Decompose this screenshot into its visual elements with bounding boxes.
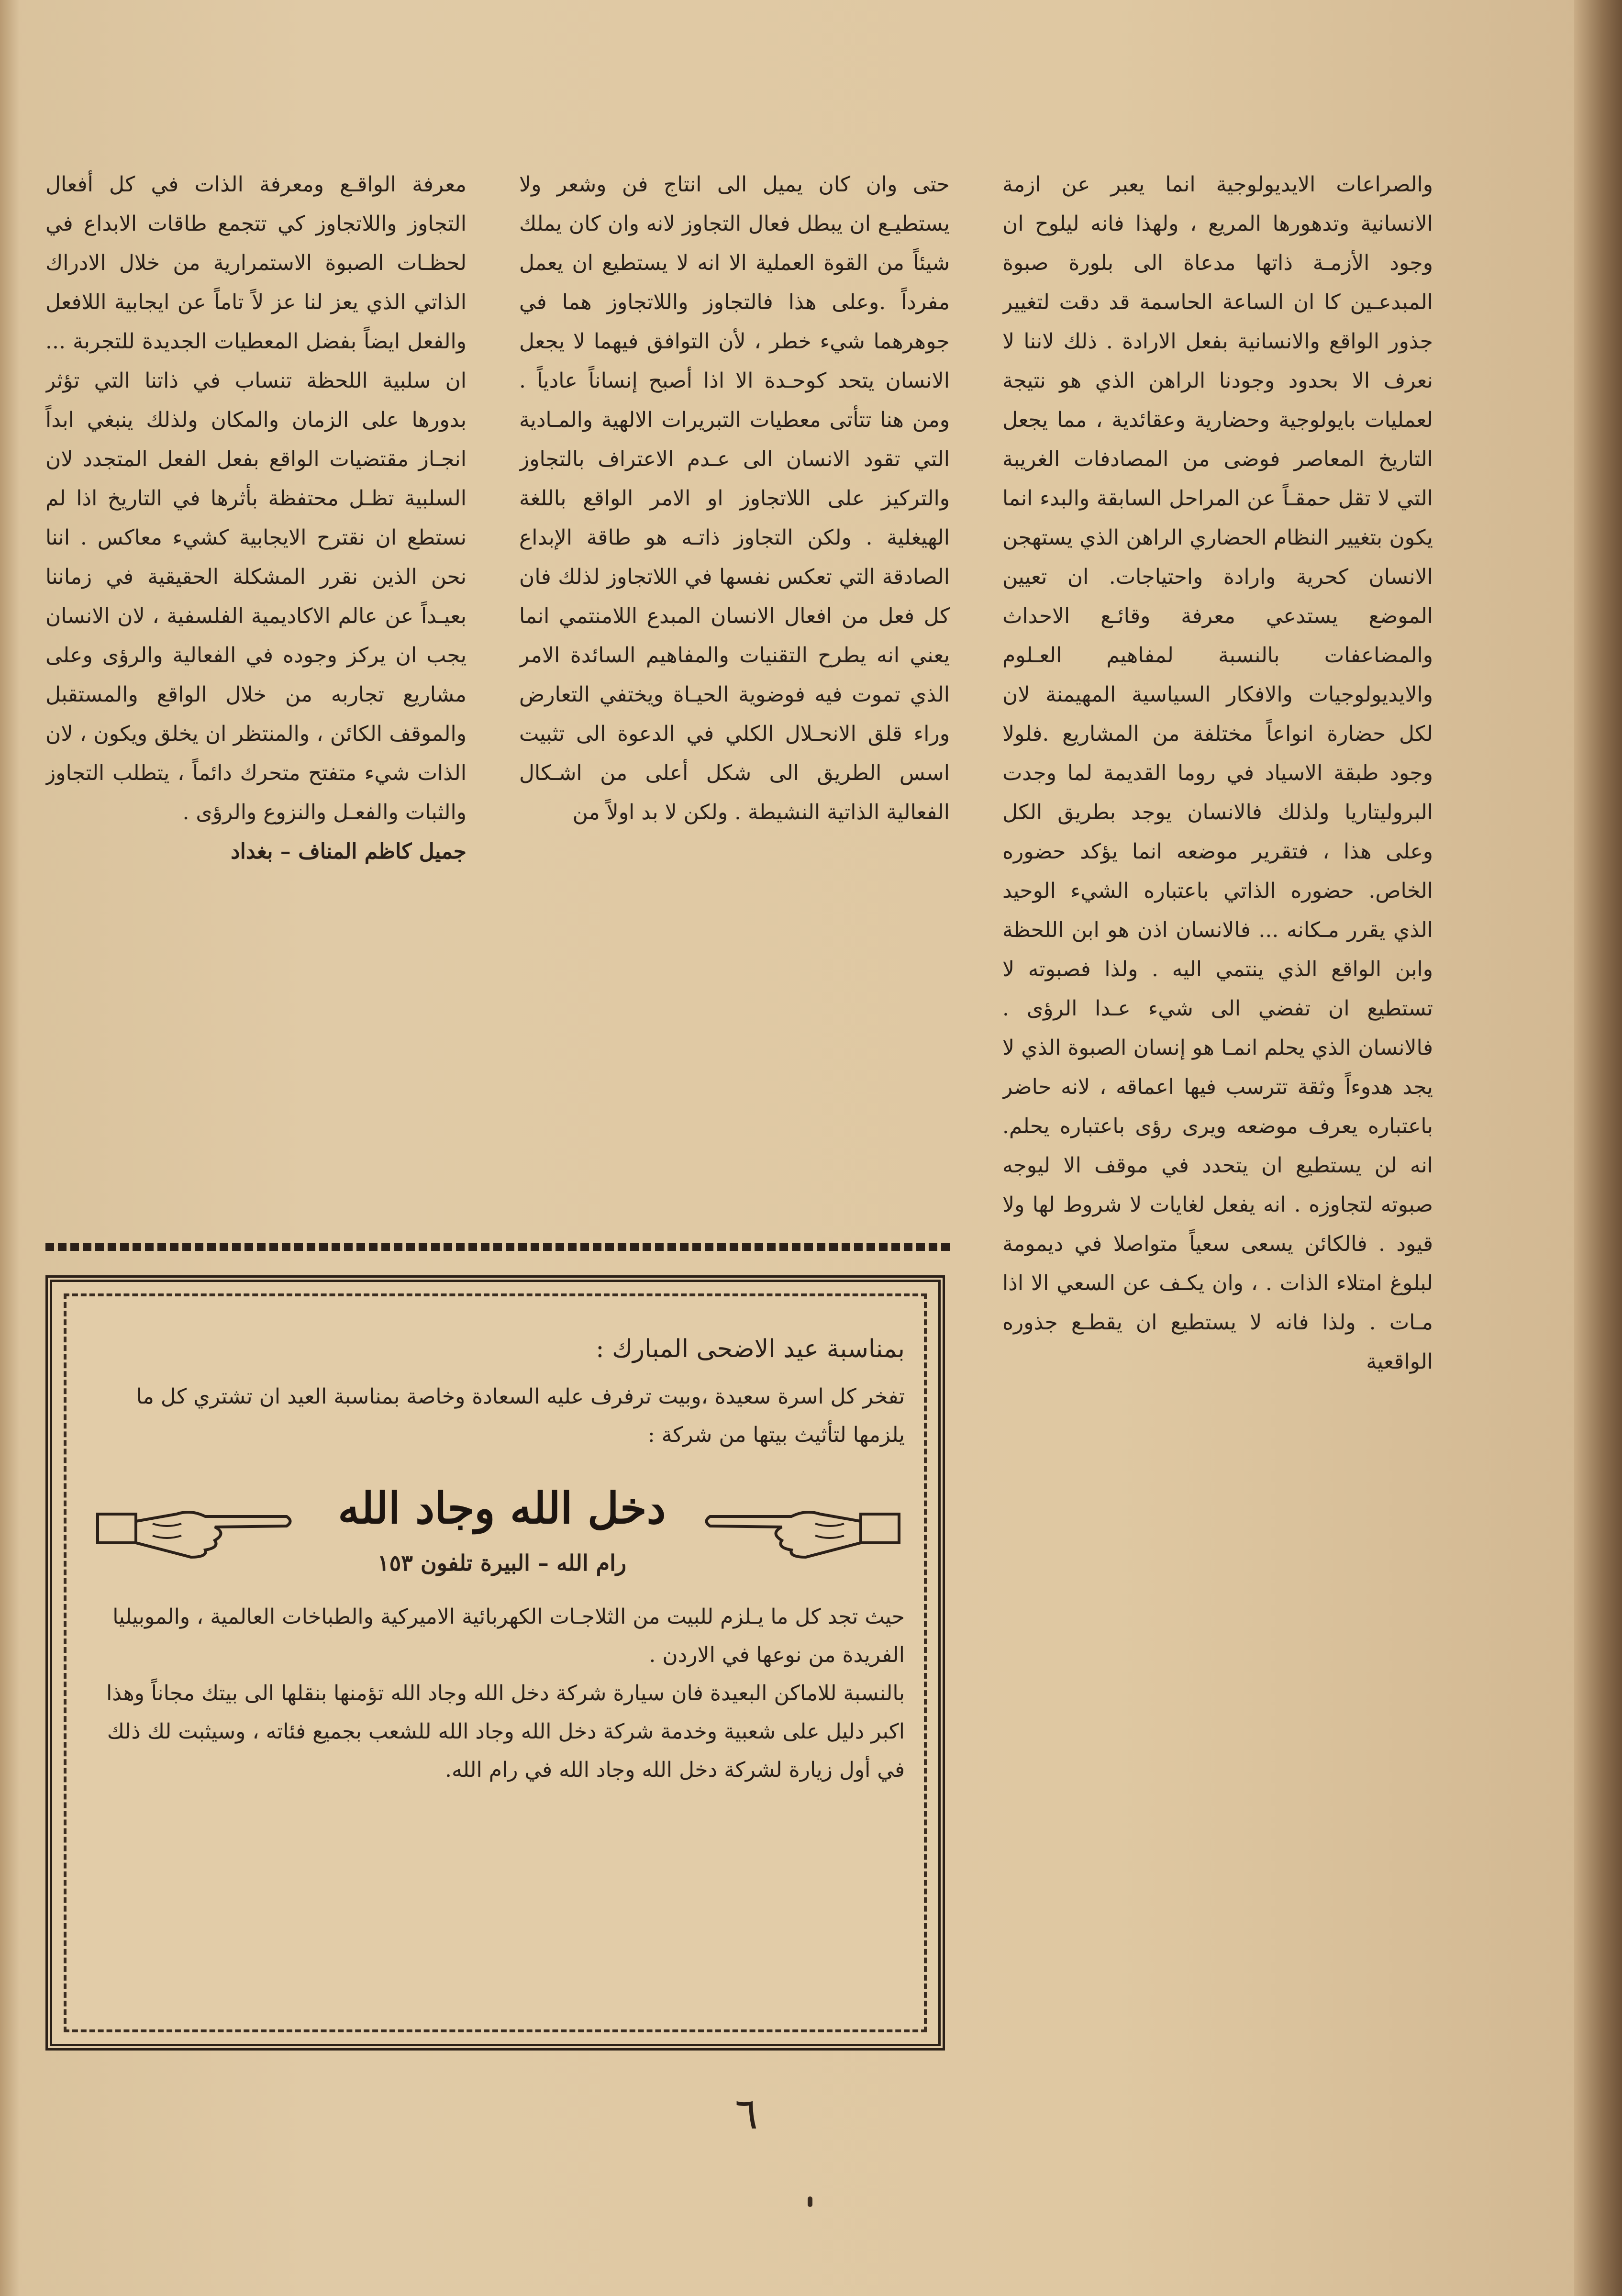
article-column-middle	[519, 165, 950, 1237]
paper-mark	[808, 2196, 812, 2207]
article-text-right: والصراعات الايديولوجية انما يعبر عن ازمة الانسانية وتدهورها المريع ، ولهذا فانه ليلوح ان وجود الأزمـة ذاتها مدعاة الى بلورة صبوة المبدعـين كا ان الساعة الحاسمة قد دقت لتغيير جذور الواقع والانسانية بفعل الارادة . ذلك لاننا لا نعرف الا بحدود وجودنا الراهن الذي هو نتيجة لعمليات بايولوجية وحضارية وعقائدية ، مما يجعل التاريخ المعاصر فوضى من المصادفات الغريبة التي لا تقل حمقـاً عن المراحل السابقة والبدء انما يكون بتغيير النظام الحضاري الراهن الذي يستهجن الانسان كحرية وارادة واحتياجات. ان تعيين الموضع يستدعي معرفة وقائـع الاحداث والمضاعفات بالنسبة لمفاهيم العـلوم والايديولوجيات والافكار السياسية المهيمنة لان لكل حضارة انواعاً مختلفة من المشاريع .فلولا وجود طبقة الاسياد في روما القديمة لما وجدت البروليتاريا ولذلك فالانسان يوجد بطريق الكل وعلى هذا ، فتقرير موضعه انما يؤكد حضوره الخاص. حضوره الذاتي باعتباره الشيء الوحيد الذي يقرر مـكانه ... فالانسان اذن هو ابن اللحظة وابن الواقع الذي ينتمي اليه . ولذا فصبوته لا تستطيع ان تفضي الى شيء عـدا الرؤى . فالانسان الذي يحلم انمـا هو إنسان الصبوة الذي لا يجد هدوءاً وثقة تترسب فيها اعماقه ، لانه حاضر باعتباره يعرف موضعه ويرى رؤى باعتباره يحلم. انه لن يستطيع ان يتحدد في موقف الا ليوجه صبوته لتجاوزه . انه يفعل لغايات لا شروط لها ولا قيود . فالكائن يسعى سعياً متواصلا في ديمومة لبلوغ امتلاء الذات . ، وان يكـف عن السعي الا اذا مـات . ولذا فانه لا يستطيع ان يقطـع جذوره الواقعية	[1002, 172, 1433, 1374]
page-right-edge	[1574, 0, 1622, 2296]
section-divider	[45, 1243, 950, 1251]
company-name: دخل الله وجاد الله	[338, 1483, 666, 1534]
article-column-right	[1002, 165, 1433, 2060]
advertisement-box	[45, 1275, 945, 2051]
pointing-hand-right-icon	[95, 1488, 296, 1569]
author-signature: جميل كاظم المناف – بغداد	[231, 839, 467, 864]
page-number: ٦	[734, 2089, 758, 2139]
pointing-hand-left-icon	[700, 1488, 901, 1569]
ad-intro: تفخر كل اسرة سعيدة ،وبيت ترفرف عليه السعادة وخاصة بمناسبة العيد ان تشتري كل ما يلزمها لتأثيث بيتها من شركة :	[136, 1384, 905, 1447]
article-column-left	[45, 165, 467, 1237]
article-text-middle: حتى وان كان يميل الى انتاج فن وشعر ولا يستطيـع ان يبطل فعال التجاوز لانه وان كان يملك شيئاً من القوة العملية الا انه لا يستطيع ان يعمل مفرداً .وعلى هذا فالتجاوز واللاتجاوز هما في جوهرهما شيء خطر ، لأن التوافق فيهما لا يجعل الانسان يتحد كوحـدة الا اذا أصبح إنساناً عادياً . ومن هنا تتأتى معطيات التبريرات الالهية والمـادية التي تقود الانسان الى عـدم الاعتراف بالتجاوز والتركيز على اللاتجاوز او الامر الواقع باللغة الهيغلية . ولكن التجاوز ذاتـه هو طاقة الإبداع الصادقة التي تعكس نفسها في اللاتجاوز لذلك فان كل فعل من افعال الانسان المبدع اللامنتمي انما يعني انه يطرح التقنيات والمفاهيم السائدة الامر الذي تموت فيه فوضوية الحيـاة ويختفي التعارض وراء قلق الانحـلال الكلي في الدعوة الى تثبيت اسس الطريق الى شكل أعلى من اشـكال الفعالية الذاتية النشيطة . ولكن لا بد اولاً من	[519, 172, 950, 825]
ad-body	[86, 1598, 905, 1789]
article-text-left: معرفة الواقـع ومعرفة الذات في كل أفعال التجاوز واللاتجاوز كي تتجمع طاقات الابداع في لحظـات الصبوة الاستمرارية من خلال الادراك الذاتي الذي يعز لنا عز لاً تاماً عن ايجابية اللافعل والفعل ايضاً بفضل المعطيات الجديدة للتجربة ... ان سلبية اللحظة تنساب في ذاتنا التي تؤثر بدورها على الزمان والمكان ولذلك ينبغي ابداً انجـاز مقتضيات الواقع بفعل الفعل المتجدد لان السلبية تظـل محتفظة بأثرها في التاريخ اذا لم نستطع ان نقترح الايجابية كشيء معاكس . اننا نحن الذين نقرر المشكلة الحقيقية في زماننا بعيـداً عن عالم الاكاديمية الفلسفية ، لان الانسان يجب ان يركز وجوده في الفعالية والرؤى وعلى مشاريع تجاربه من خلال الواقع والمستقبل والموقف الكائن ، والمنتظر ان يخلق ويكون ، لان الذات شيء متفتح متحرك دائماً ، يتطلب التجاوز والثبات والفعـل والنزوع والرؤى .	[45, 172, 467, 825]
ad-body-paragraph-2: بالنسبة للاماكن البعيدة فان سيارة شركة دخل الله وجاد الله تؤمنها بنقلها الى بيتك مجاناً وهذا اكبر دليل على شعبية وخدمة شركة دخل الله وجاد الله للشعب بجميع فئاته ، وسيثبت لك ذلك في أول زيارة لشركة دخل الله وجاد الله في رام الله.	[106, 1681, 905, 1782]
company-address: رام الله – البيرة تلفون ١٥٣	[377, 1550, 627, 1576]
page-left-edge	[0, 0, 19, 2296]
ad-heading: بمناسبة عيد الاضحى المبارك :	[596, 1335, 905, 1363]
ad-body-paragraph-1: حيث تجد كل ما يـلزم للبيت من الثلاجـات الكهربائية الاميركية والطباخات العالمية ، والموبيليا الفريدة من نوعها في الاردن .	[112, 1605, 905, 1667]
